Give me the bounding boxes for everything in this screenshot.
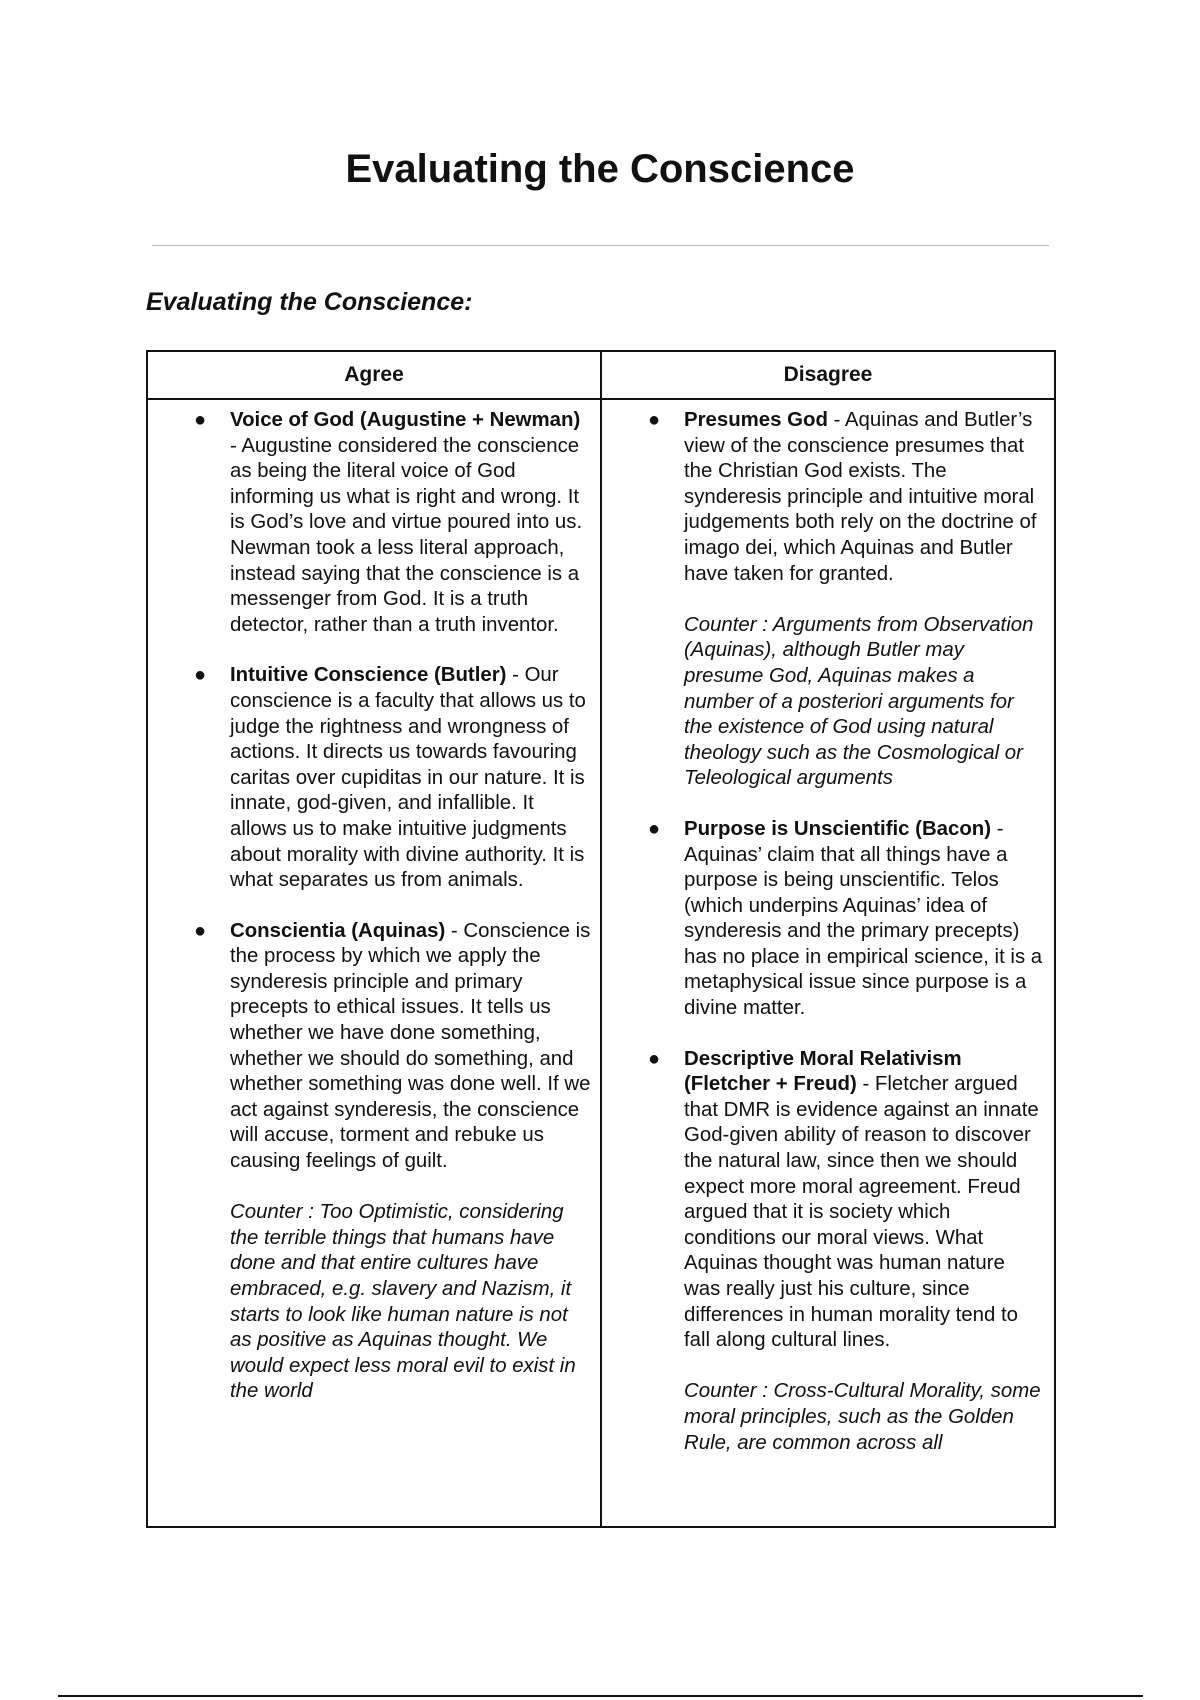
point-title: Purpose is Unscientific (Bacon) (684, 817, 992, 840)
agree-column-header: Agree (147, 351, 601, 399)
list-item (148, 663, 592, 893)
bullet-icon: ● (194, 409, 207, 431)
list-item (148, 919, 592, 1405)
footer-divider (58, 1695, 1143, 1697)
counter-argument: Counter : Too Optimistic, considering the terrible things that humans have done and that entire cultures have embraced, e.g. slavery and Nazism, it starts to look like human nature is not as positive as Aquinas thought. We would expect less moral evil to exist in the world (230, 1201, 576, 1403)
point-title: Voice of God (Augustine + Newman) (230, 409, 581, 431)
disagree-list (602, 408, 1046, 1456)
list-item (602, 408, 1046, 792)
bullet-icon: ● (194, 664, 207, 687)
point-title: Conscientia (Aquinas) (230, 919, 446, 942)
point-body: - Aquinas and Butler’s view of the conscience presumes that the Christian God exists. The synderesis principle and intuitive moral judgements both rely on the doctrine of imago dei, which Aquinas and Butler have taken for granted. (684, 409, 1037, 585)
list-item (602, 1047, 1046, 1457)
table-header-row (147, 351, 1055, 399)
title-divider (152, 245, 1049, 246)
counter-argument: Counter : Arguments from Observation (Aquinas), although Butler may presume God, Aquinas makes a number of a posteriori arguments for the existence of God using natural theology such as the Cosmological or Teleological arguments (684, 613, 1034, 790)
table-body-row (147, 399, 1055, 1527)
bullet-icon: ● (648, 817, 661, 840)
point-body: - Augustine considered the conscience as being the literal voice of God informing us what is right and wrong. It is God’s love and virtue poured into us. Newman took a less literal approach, instead saying that the conscience is a messenger from God. It is a truth detector, rather than a truth inventor. (230, 434, 583, 636)
page-title: Evaluating the Conscience (345, 147, 855, 191)
bullet-icon: ● (194, 919, 207, 942)
evaluation-table (146, 350, 1056, 1528)
point-title: Intuitive Conscience (Butler) (230, 664, 507, 687)
agree-list (148, 408, 592, 1405)
list-item (148, 408, 592, 638)
disagree-column-header: Disagree (601, 351, 1055, 399)
point-body: - Our conscience is a faculty that allows us to judge the rightness and wrongness of actions. It directs us towards favouring caritas over cupiditas in our nature. It is innate, god-given, and infallible. It allows us to make intuitive judgments about morality with divine authority. It is what separates us from animals. (230, 664, 586, 892)
point-body: - Conscience is the process by which we apply the synderesis principle and primary precepts to ethical issues. It tells us whether we have done something, whether we should do something, and whether something was done well. If we act against synderesis, the conscience will accuse, torment and rebuke us causing feelings of guilt. (230, 919, 591, 1173)
bullet-icon: ● (648, 409, 661, 431)
list-item (602, 817, 1046, 1022)
disagree-cell (601, 399, 1055, 1527)
point-title: Descriptive Moral Relativism (Fletcher + Freud) (684, 1047, 962, 1096)
agree-cell (147, 399, 601, 1527)
point-body: - Aquinas’ claim that all things have a purpose is being unscientific. Telos (which underpins Aquinas’ idea of synderesis and the primary precepts) has no place in empirical science, it is a metaphysical issue since purpose is a divine matter. (684, 817, 1043, 1020)
point-title: Presumes God (684, 409, 828, 431)
point-body: - Fletcher argued that DMR is evidence against an innate God-given ability of reason to discover the natural law, since then we should expect more moral agreement. Freud argued that it is society which conditions our moral views. What Aquinas thought was human nature was really just his culture, since differences in human morality tend to fall along cultural lines. (684, 1073, 1039, 1352)
bullet-icon: ● (648, 1047, 661, 1070)
section-heading: Evaluating the Conscience: (146, 288, 473, 316)
counter-argument: Counter : Cross-Cultural Morality, some moral principles, such as the Golden Rule, are common across all (684, 1380, 1041, 1454)
